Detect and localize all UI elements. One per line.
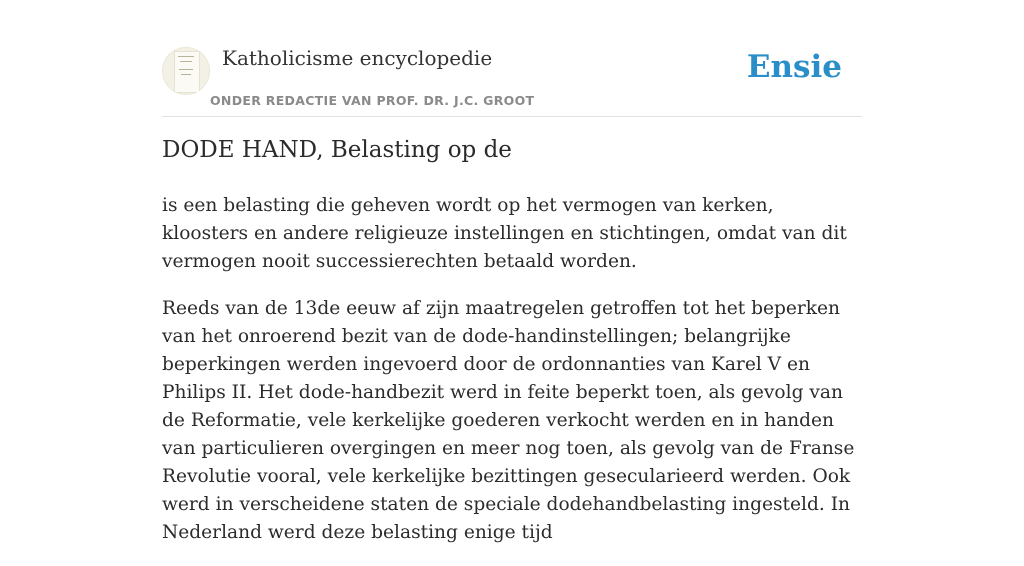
cover-decoration bbox=[179, 69, 193, 70]
cover-decoration bbox=[181, 74, 191, 75]
book-subtitle: ONDER REDACTIE VAN PROF. DR. J.C. GROOT bbox=[210, 93, 535, 108]
book-title[interactable]: Katholicisme encyclopedie bbox=[222, 46, 493, 70]
book-cover-page bbox=[174, 51, 200, 93]
article-body bbox=[162, 192, 862, 566]
article-paragraph: is een belasting die geheven wordt op het vermogen van kerken, kloosters en andere religieuze instellingen en stichtingen, omdat van dit vermogen nooit successierechten betaald worden. bbox=[162, 195, 847, 272]
article-title: DODE HAND, Belasting op de bbox=[162, 137, 512, 163]
cover-decoration bbox=[178, 56, 194, 57]
article-paragraph: Reeds van de 13de eeuw af zijn maatregelen getroffen tot het beperken van het onroerend bezit van de dode-handinstellingen; belangrijke beperkingen werden ingevoerd door de ordonnanties van Karel V en Philips II. Het dode-handbezit werd in feite beperkt toen, als gevolg van de Reformatie, vele kerkelijke goederen verkocht werden en in handen van particulieren overgingen en meer nog toen, als gevolg van de Franse Revolutie vooral, vele kerkelijke bezittingen gesecularieerd werden. Ook werd in verscheidene staten de speciale dodehandbelasting ingesteld. In Nederland werd deze belasting enige tijd bbox=[162, 298, 855, 543]
ensie-logo[interactable]: Ensie bbox=[746, 49, 842, 85]
book-cover-image[interactable] bbox=[162, 47, 210, 95]
page-header bbox=[162, 44, 862, 117]
cover-decoration bbox=[180, 61, 192, 62]
